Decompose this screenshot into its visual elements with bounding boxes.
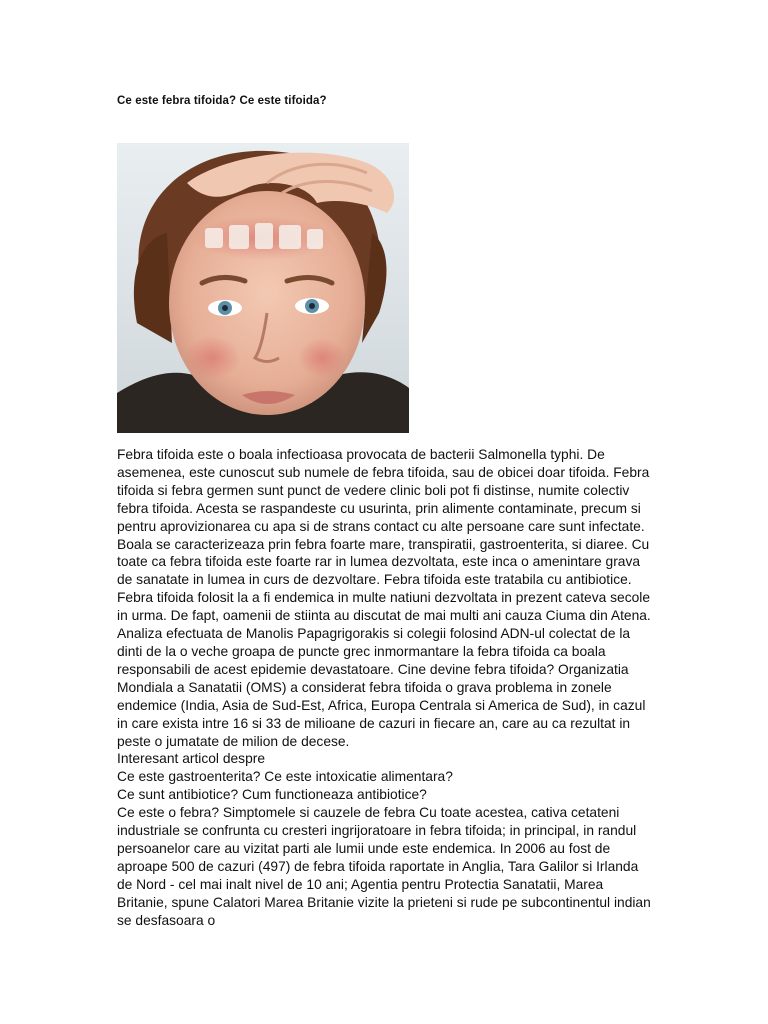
article-paragraph: Interesant articol despre	[117, 751, 266, 767]
article-paragraph: Febra tifoida este o boala infectioasa provocata de bacterii Salmonella typhi. De asemenea, este cunoscut sub numele de febra tifoida, sau de obicei doar tifoida. Febra tifoida si febra germen sunt punct de vedere clinic boli pot fi distinse, numite colectiv febra tifoida. Acesta se raspandeste cu usurinta, prin alimente contaminate, precum si pentru aprovizionarea cu apa si de strans contact cu alte persoane care sunt infectate. Boala se caracterizeaza prin febra foarte mare, transpiratii, gastroenterita, si diaree. Cu toate ca febra tifoida este foarte rar in lumea dezvoltata, este inca o amenintare grava de sanatate in lumea in curs de dezvoltare. Febra tifoida este tratabila cu antibiotice.	[117, 447, 650, 588]
article-paragraph: Ce este gastroenterita? Ce este intoxicatie alimentara?	[117, 769, 453, 785]
article-body	[117, 446, 657, 929]
article-paragraph: Ce sunt antibiotice? Cum functioneaza antibiotice?	[117, 787, 427, 803]
article-title: Ce este febra tifoida? Ce este tifoida?	[117, 95, 327, 107]
article-photo	[117, 143, 409, 433]
article-paragraph: Ce este o febra? Simptomele si cauzele de febra Cu toate acestea, cativa cetateni industriale se confrunta cu cresteri ingrijoratoare in febra tifoida; in principal, in randul persoanelor care au vizitat parti ale lumii unde este endemica. In 2006 au fost de aproape 500 de cazuri (497) de febra tifoida raportate in Anglia, Tara Galilor si Irlanda de Nord - cel mai inalt nivel de 10 ani; Agentia pentru Protectia Sanatatii, Marea Britanie, spune Calatori Marea Britanie vizite la prieteni si rude pe subcontinentul indian se desfasoara o	[117, 805, 651, 928]
article-paragraph: Febra tifoida folosit la a fi endemica in multe natiuni dezvoltata in prezent cateva secole in urma. De fapt, oamenii de stiinta au discutat de mai multi ani cauza Ciuma din Atena. Analiza efectuata de Manolis Papagrigorakis si colegii folosind ADN-ul colectat de la dinti de la o veche groapa de puncte grec inmormantare la febra tifoida ca boala responsabili de acest epidemie devastatoare. Cine devine febra tifoida? Organizatia Mondiala a Sanatatii (OMS) a considerat febra tifoida o grava problema in zonele endemice (India, Asia de Sud-Est, Africa, Europa Centrala si America de Sud), in cazul in care exista intre 16 si 33 de milioane de cazuri in fiecare an, care au ca rezultat in peste o jumatate de milion de decese.	[117, 590, 651, 749]
